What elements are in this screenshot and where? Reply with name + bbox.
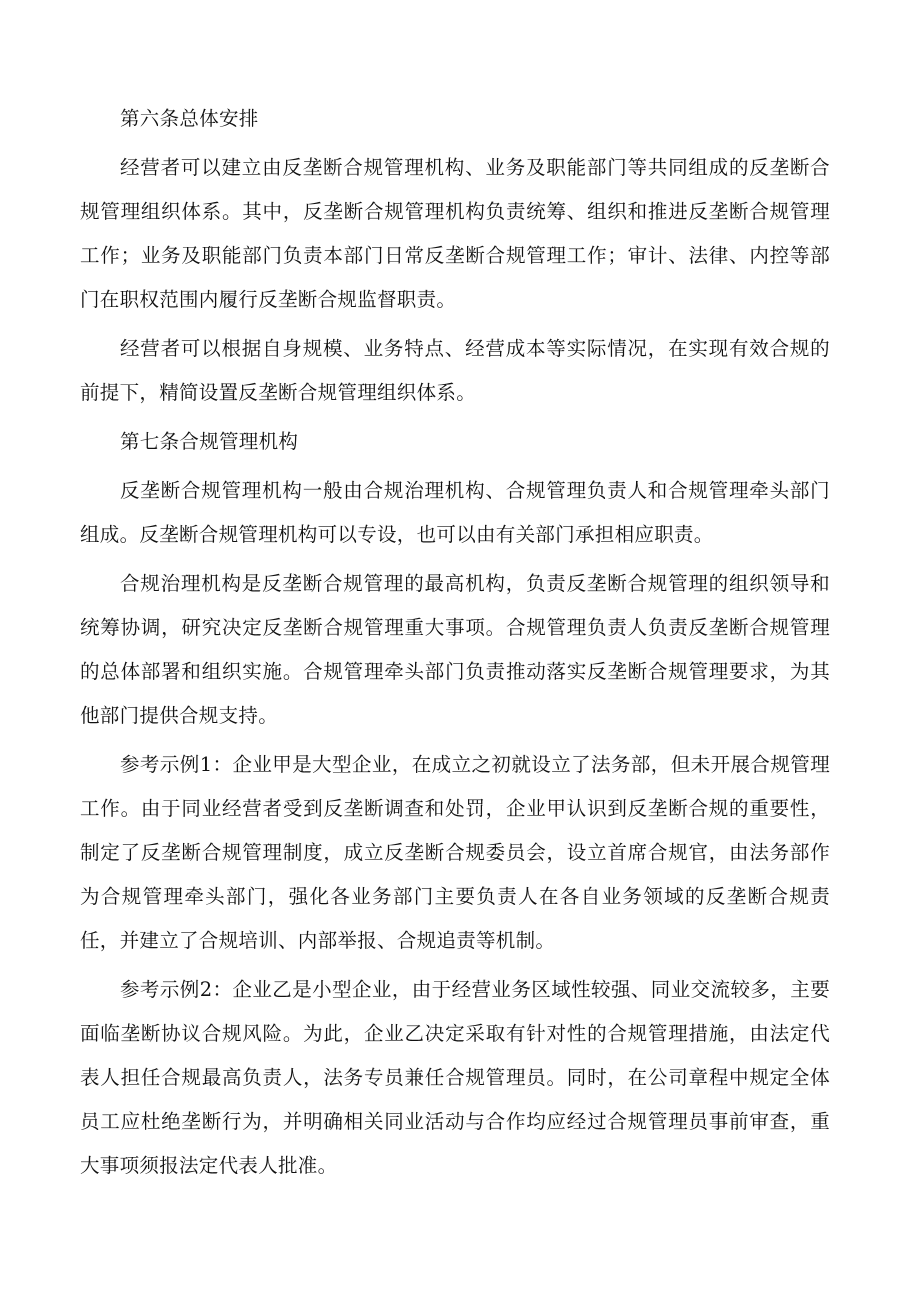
example-paragraph-2: 参考示例2：企业乙是小型企业，由于经营业务区域性较强、同业交流较多，主要面临垄断协议合规风险。为此，企业乙决定采取有针对性的合规管理措施，由法定代表人担任合规最高负责人，法务专员兼任合规管理员。同时，在公司章程中规定全体员工应杜绝垄断行为，并明确相关同业活动与合作均应经过合规管理员事前审查，重大事项须报法定代表人批准。 [80,978,830,1177]
paragraph: 合规治理机构是反垄断合规管理的最高机构，负责反垄断合规管理的组织领导和统筹协调，研究决定反垄断合规管理重大事项。合规管理负责人负责反垄断合规管理的总体部署和组织实施。合规管理牵头部门负责推动落实反垄断合规管理要求，为其他部门提供合规支持。 [80,572,830,727]
paragraph: 经营者可以根据自身规模、业务特点、经营成本等实际情况，在实现有效合规的前提下，精简设置反垄断合规管理组织体系。 [80,337,830,404]
document-body [80,97,830,1188]
section-heading-article-7: 第七条合规管理机构 [120,430,299,453]
example-paragraph-1: 参考示例1：企业甲是大型企业，在成立之初就设立了法务部，但未开展合规管理工作。由于同业经营者受到反垄断调查和处罚，企业甲认识到反垄断合规的重要性，制定了反垄断合规管理制度，成立反垄断合规委员会，设立首席合规官，由法务部作为合规管理牵头部门，强化各业务部门主要负责人在各自业务领域的反垄断合规责任，并建立了合规培训、内部举报、合规追责等机制。 [80,753,830,952]
paragraph: 经营者可以建立由反垄断合规管理机构、业务及职能部门等共同组成的反垄断合规管理组织体系。其中，反垄断合规管理机构负责统筹、组织和推进反垄断合规管理工作；业务及职能部门负责本部门日常反垄断合规管理工作；审计、法律、内控等部门在职权范围内履行反垄断合规监督职责。 [80,156,830,311]
paragraph: 反垄断合规管理机构一般由合规治理机构、合规管理负责人和合规管理牵头部门组成。反垄断合规管理机构可以专设，也可以由有关部门承担相应职责。 [80,479,830,546]
section-heading-article-6: 第六条总体安排 [120,107,259,130]
